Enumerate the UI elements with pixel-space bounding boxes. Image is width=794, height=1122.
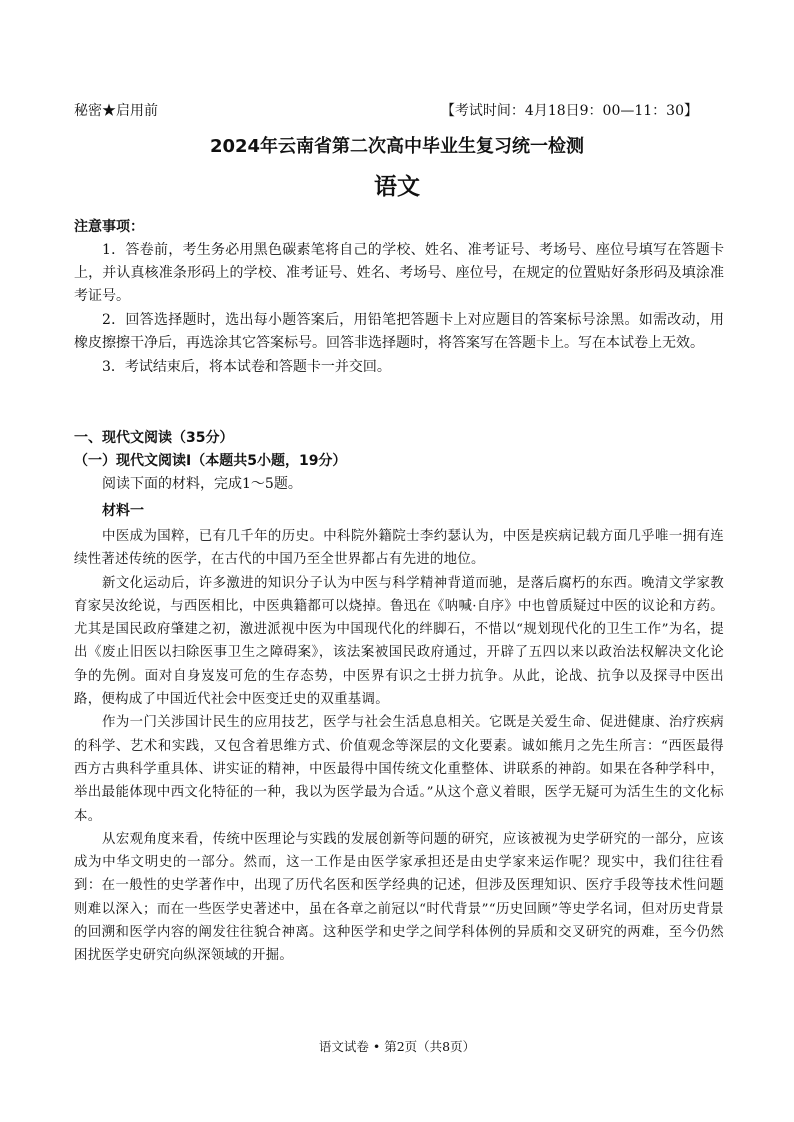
section-subtitle: （一）现代文阅读Ⅰ（本题共5小题，19分） bbox=[74, 453, 347, 469]
note-item-1: 1．答卷前，考生务必用黑色碳素笔将自己的学校、姓名、准考证号、考场号、座位号填写在答题卡上，并认真核准条形码上的学校、准考证号、姓名、考场号、座位号，在规定的位置贴好条形码及填涂准考证号。 bbox=[74, 242, 724, 304]
passage bbox=[74, 525, 724, 968]
passage-paragraph: 作为一门关涉国计民生的应用技艺，医学与社会生活息息相关。它既是关爱生命、促进健康、治疗疾病的科学、艺术和实践，又包含着思维方式、价值观念等深层的文化要素。诚如熊月之先生所言：“西医最得西方古典科学重具体、讲实证的精神，中医最得中国传统文化重整体、讲联系的神韵。如果在各种学科中，举出最能体现中西文化特征的一种，我以为医学最为合适。”从这个意义着眼，医学无疑可为活生生的文化标本。 bbox=[74, 715, 724, 824]
passage-paragraph: 中医成为国粹，已有几千年的历史。中科院外籍院士李约瑟认为，中医是疾病记载方面几乎唯一拥有连续性著述传统的医学，在古代的中国乃至全世界都占有先进的地位。 bbox=[74, 529, 724, 568]
passage-paragraph: 新文化运动后，许多激进的知识分子认为中医与科学精神背道而驰，是落后腐朽的东西。晚清文学家教育家吴汝纶说，与西医相比，中医典籍都可以烧掉。鲁迅在《呐喊·自序》中也曾质疑过中医的议论和方药。尤其是国民政府肇建之初，激进派视中医为中国现代化的绊脚石，不惜以“规划现代化的卫生工作”为名，提出《废止旧医以扫除医事卫生之障碍案》，该法案被国民政府通过，开辟了五四以来以政治法权解决文化论争的先例。面对自身岌岌可危的生存态势，中医界有识之士拼力抗争。从此，论战、抗争以及探寻中医出路，便构成了中国近代社会中医变迁史的双重基调。 bbox=[74, 575, 724, 708]
page-footer: 语文试卷 • 第2页（共8页） bbox=[318, 1039, 476, 1054]
note-item-2: 2．回答选择题时，选出每小题答案后，用铅笔把答题卡上对应题目的答案标号涂黑。如需改动，用橡皮擦擦干净后，再选涂其它答案标号。回答非选择题时，将答案写在答题卡上。写在本试卷上无效。 bbox=[74, 312, 724, 351]
exam-time-label: 【考试时间：4月18日9：00—11：30】 bbox=[440, 103, 698, 119]
confidential-label: 秘密★启用前 bbox=[74, 103, 158, 119]
page-header bbox=[74, 99, 698, 121]
reading-instruction: 阅读下面的材料，完成1～5题。 bbox=[102, 476, 302, 492]
exam-title: 2024年云南省第二次高中毕业生复习统一检测 bbox=[209, 136, 585, 157]
reading-section bbox=[74, 427, 724, 968]
passage-paragraph: 从宏观角度来看，传统中医理论与实践的发展创新等问题的研究，应该被视为史学研究的一部分，应该成为中华文明史的一部分。然而，这一工作是由医学家承担还是由史学家来运作呢？现实中，我们往往看到：在一般性的史学著作中，出现了历代名医和医学经典的记述，但涉及医理知识、医疗手段等技术性问题则难以深入；而在一些医学史著述中，虽在各章之前冠以“时代背景”“历史回顾”等史学名词，但对历史背景的回溯和医学内容的阐发往往貌合神离。这种医学和史学之间学科体例的异质和交叉研究的两难，至今仍然困扰医学史研究向纵深领域的开掘。 bbox=[74, 831, 724, 964]
section-title: 一、现代文阅读（35分） bbox=[74, 430, 234, 446]
material-title: 材料一 bbox=[102, 503, 144, 519]
subject-title: 语文 bbox=[374, 174, 420, 200]
notes-heading: 注意事项： bbox=[74, 219, 144, 235]
notes-block bbox=[74, 216, 724, 379]
note-item-3: 3．考试结束后，将本试卷和答题卡一并交回。 bbox=[102, 359, 391, 375]
